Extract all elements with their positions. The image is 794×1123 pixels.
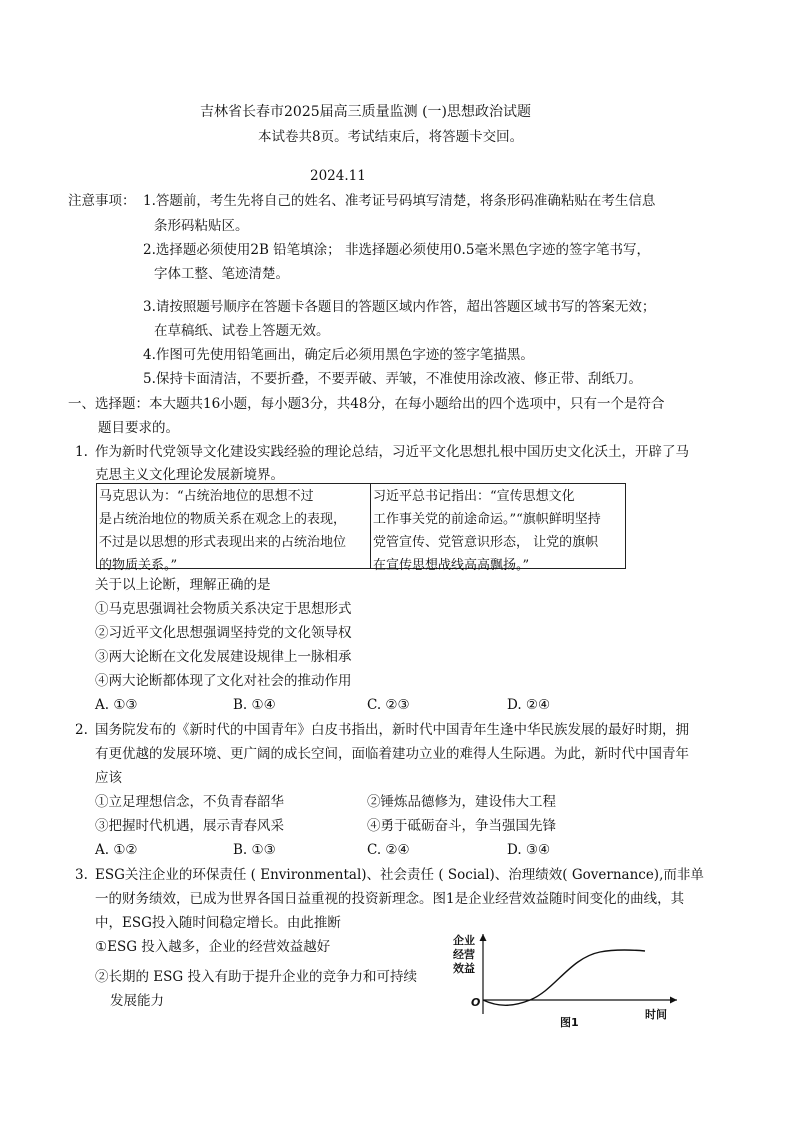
quote-table-right-cell: 习近平总书记指出：“宣传思想文化 工作事关党的前途命运。”“旗帜鲜明坚持 党管宣传、党管意识形态， 让党的旗帜 在宣传思想战线高高飘扬。”	[373, 489, 601, 573]
question-stem: 作为新时代党领导文化建设实践经验的理论总结，习近平文化思想扎根中国历史文化沃土，开辟了马	[95, 444, 689, 460]
exam-title: 吉林省长春市2025届高三质量监测 (一)思想政治试题	[200, 104, 532, 120]
benefit-curve	[483, 950, 645, 1005]
quote-table-left-cell: 马克思认为：“占统治地位的思想不过 是占统治地位的物质关系在观念上的表现， 不过是以思想的形式表现出来的占统治地位 的物质关系。”	[97, 484, 371, 568]
statement-item: ②长期的 ESG 投入有助于提升企业的竞争力和可持续	[95, 969, 417, 985]
statement-item: ③把握时代机遇，展示青春风采	[95, 818, 284, 834]
statement-item: ①马克思强调社会物质关系决定于思想形式	[95, 601, 352, 617]
figure-1-curve-chart	[445, 928, 695, 1036]
answer-option-a[interactable]: A. ①③	[95, 697, 138, 713]
question-stem-cont: 中，ESG投入随时间稳定增长。由此推断	[95, 915, 341, 931]
question-ask: 关于以上论断，理解正确的是	[95, 577, 271, 593]
y-axis-label-line: 效益	[453, 962, 475, 975]
question-number: 1.	[75, 444, 88, 460]
answer-option-c[interactable]: C. ②③	[367, 697, 410, 713]
section-heading: 一、选择题：本大题共16小题，每小题3分，共48分，在每小题给出的四个选项中，只有一个是符合	[68, 396, 665, 412]
answer-option-b[interactable]: B. ①③	[233, 842, 276, 858]
question-stem-cont: 克思主义文化理论发展新境界。	[95, 467, 284, 483]
notice-item-2: 2.选择题必须使用2B 铅笔填涂； 非选择题必须使用0.5毫米黑色字迹的签字笔书写，	[143, 242, 650, 258]
statement-item: ①立足理想信念，不负青春韶华	[95, 794, 284, 810]
y-axis-label-line: 企业	[453, 934, 475, 947]
answer-option-c[interactable]: C. ②④	[367, 842, 410, 858]
quote-table	[96, 483, 626, 573]
question-stem: ESG关注企业的环保责任 ( Environmental)、社会责任 ( Social)、治理绩效( Governance),而非单	[95, 867, 704, 883]
section-heading-cont: 题目要求的。	[98, 420, 179, 436]
question-stem-cont: 有更优越的发展环境、更广阔的成长空间，面临着建功立业的难得人生际遇。为此，新时代中国青年	[95, 746, 689, 762]
statement-item: ④勇于砥砺奋斗，争当强国先锋	[367, 818, 556, 834]
question-stem: 国务院发布的《新时代的中国青年》白皮书指出，新时代中国青年生逢中华民族发展的最好时期，拥	[95, 722, 689, 738]
question-stem-cont: 一的财务绩效，已成为世界各国日益重视的投资新理念。图1是企业经营效益随时间变化的曲线，其	[95, 891, 685, 907]
figure-caption: 图1	[560, 1016, 579, 1029]
answer-option-d[interactable]: D. ③④	[507, 842, 551, 858]
statement-item: ②锤炼品德修为，建设伟大工程	[367, 794, 556, 810]
statement-item: ②习近平文化思想强调坚持党的文化领导权	[95, 625, 352, 641]
notice-label: 注意事项：	[68, 193, 136, 209]
notice-item-2-cont: 字体工整、笔迹清楚。	[154, 266, 289, 282]
y-axis-label-line: 经营	[453, 948, 475, 961]
origin-label: O	[471, 996, 481, 1009]
question-number: 3.	[75, 867, 88, 883]
x-axis-label: 时间	[645, 1008, 667, 1021]
notice-item-5: 5.保持卡面清洁，不要折叠，不要弄破、弄皱，不准使用涂改液、修正带、刮纸刀。	[143, 371, 642, 387]
statement-item: ①ESG 投入越多，企业的经营效益越好	[95, 939, 331, 955]
exam-subtitle: 本试卷共8页。考试结束后，将答题卡交回。	[258, 129, 524, 145]
exam-date: 2024.11	[310, 168, 366, 184]
notice-item-3: 3.请按照题号顺序在答题卡各题目的答题区域内作答，超出答题区域书写的答案无效；	[143, 299, 656, 315]
question-stem-cont: 应该	[95, 770, 122, 786]
statement-item: ④两大论断都体现了文化对社会的推动作用	[95, 673, 352, 689]
answer-option-a[interactable]: A. ①②	[95, 842, 138, 858]
statement-item: ③两大论断在文化发展建设规律上一脉相承	[95, 649, 352, 665]
notice-item-3-cont: 在草稿纸、试卷上答题无效。	[154, 323, 330, 339]
notice-item-4: 4.作图可先使用铅笔画出，确定后必须用黑色字迹的签字笔描黑。	[143, 347, 534, 363]
question-number: 2.	[75, 722, 88, 738]
notice-item-1: 1.答题前，考生先将自己的姓名、准考证号码填写清楚，将条形码准确粘贴在考生信息	[143, 193, 656, 209]
answer-option-b[interactable]: B. ①④	[233, 697, 276, 713]
notice-item-1-cont: 条形码粘贴区。	[154, 218, 249, 234]
statement-item-cont: 发展能力	[110, 993, 164, 1009]
answer-option-d[interactable]: D. ②④	[507, 697, 551, 713]
